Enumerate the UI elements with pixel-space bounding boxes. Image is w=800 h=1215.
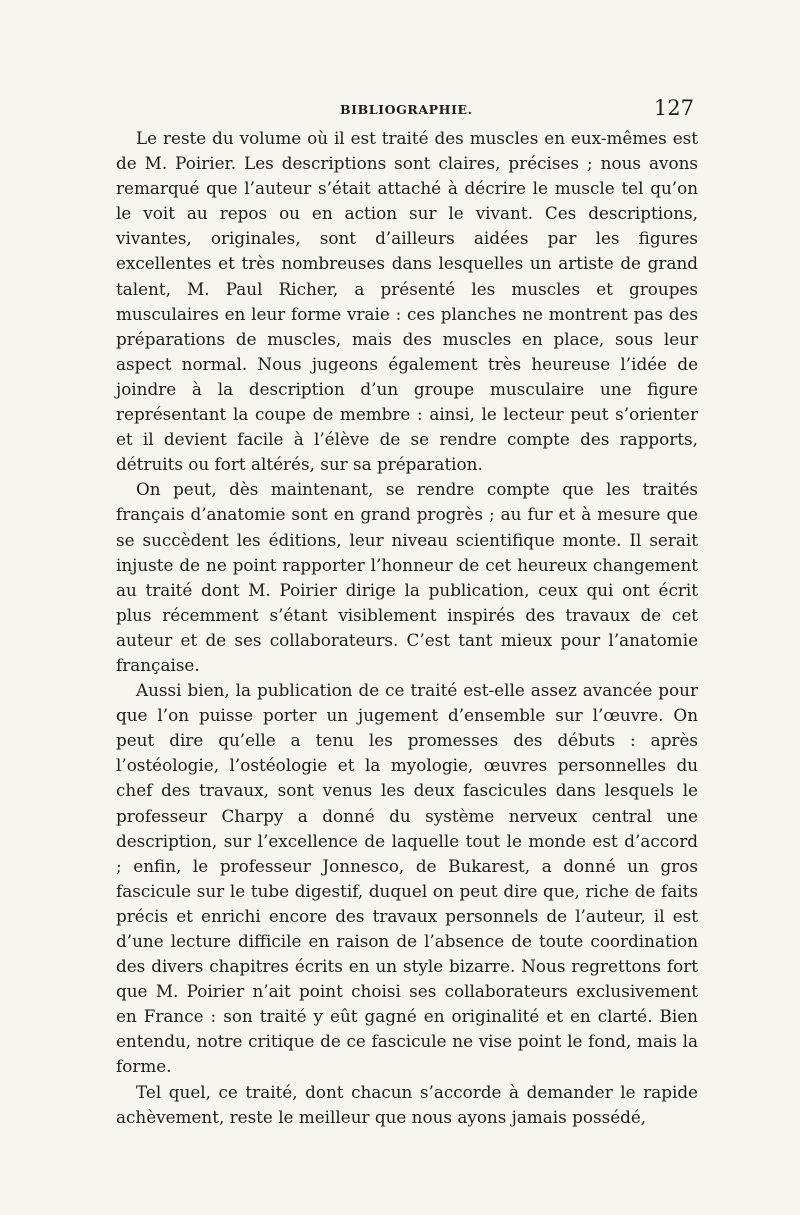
paragraph-1: Le reste du volume où il est traité des muscles en eux-mêmes est de M. Poirier. Les descriptions sont claires, précises ; nous avons remarqué que l’auteur s’était attaché à décrire le muscle tel qu’on le voit au repos ou en action sur le vivant. Ces descriptions, vivantes, originales, sont d’ailleurs aidées par les figures excellentes et très nombreuses dans lesquelles un artiste de grand talent, M. Paul Richer, a présenté les muscles et groupes musculaires en leur forme vraie : ces planches ne montrent pas des préparations de muscles, mais des muscles en place, sous leur aspect normal. Nous jugeons également très heureuse l’idée de joindre à la description d’un groupe musculaire une figure représentant la coupe de membre : ainsi, le lecteur peut s’orienter et il devient facile à l’élève de se rendre compte des rapports, détruits ou fort altérés, sur sa préparation. (116, 128, 698, 475)
paragraph-3: Aussi bien, la publication de ce traité est-elle assez avancée pour que l’on puisse porter un jugement d’ensemble sur l’œuvre. On peut dire qu’elle a tenu les promesses des débuts : après l’ostéologie, l’ostéologie et la myologie, œuvres personnelles du chef des travaux, sont venus les deux fascicules dans lesquels le professeur Charpy a donné du système nerveux central une description, sur l’excellence de laquelle tout le monde est d’accord ; enfin, le professeur Jonnesco, de Bukarest, a donné un gros fascicule sur le tube digestif, duquel on peut dire que, riche de faits précis et enrichi encore des travaux personnels de l’auteur, il est d’une lecture difficile en raison de l’absence de toute coordination des divers chapitres écrits en un style bizarre. Nous regrettons fort que M. Poirier n’ait point choisi ses collaborateurs exclusivement en France : son traité y eût gagné en originalité et en clarté. Bien entendu, notre critique de ce fascicule ne vise point le fond, mais la forme. (116, 680, 698, 1077)
section-title: BIBLIOGRAPHIE. (340, 102, 473, 117)
body-text (116, 126, 698, 1130)
paragraph-4: Tel quel, ce traité, dont chacun s’accorde à demander le rapide achèvement, reste le meilleur que nous ayons jamais possédé, (116, 1081, 698, 1127)
paragraph-2: On peut, dès maintenant, se rendre compte que les traités français d’anatomie sont en grand progrès ; au fur et à mesure que se succèdent les éditions, leur niveau scientifique monte. Il serait injuste de ne point rapporter l’honneur de cet heureux changement au traité dont M. Poirier dirige la publication, ceux qui ont écrit plus récemment s’étant visiblement inspirés des travaux de cet auteur et de ses collaborateurs. C’est tant mieux pour l’anatomie française. (116, 479, 698, 675)
running-head (116, 96, 698, 126)
page-number: 127 (653, 96, 694, 120)
book-page (116, 96, 698, 1130)
